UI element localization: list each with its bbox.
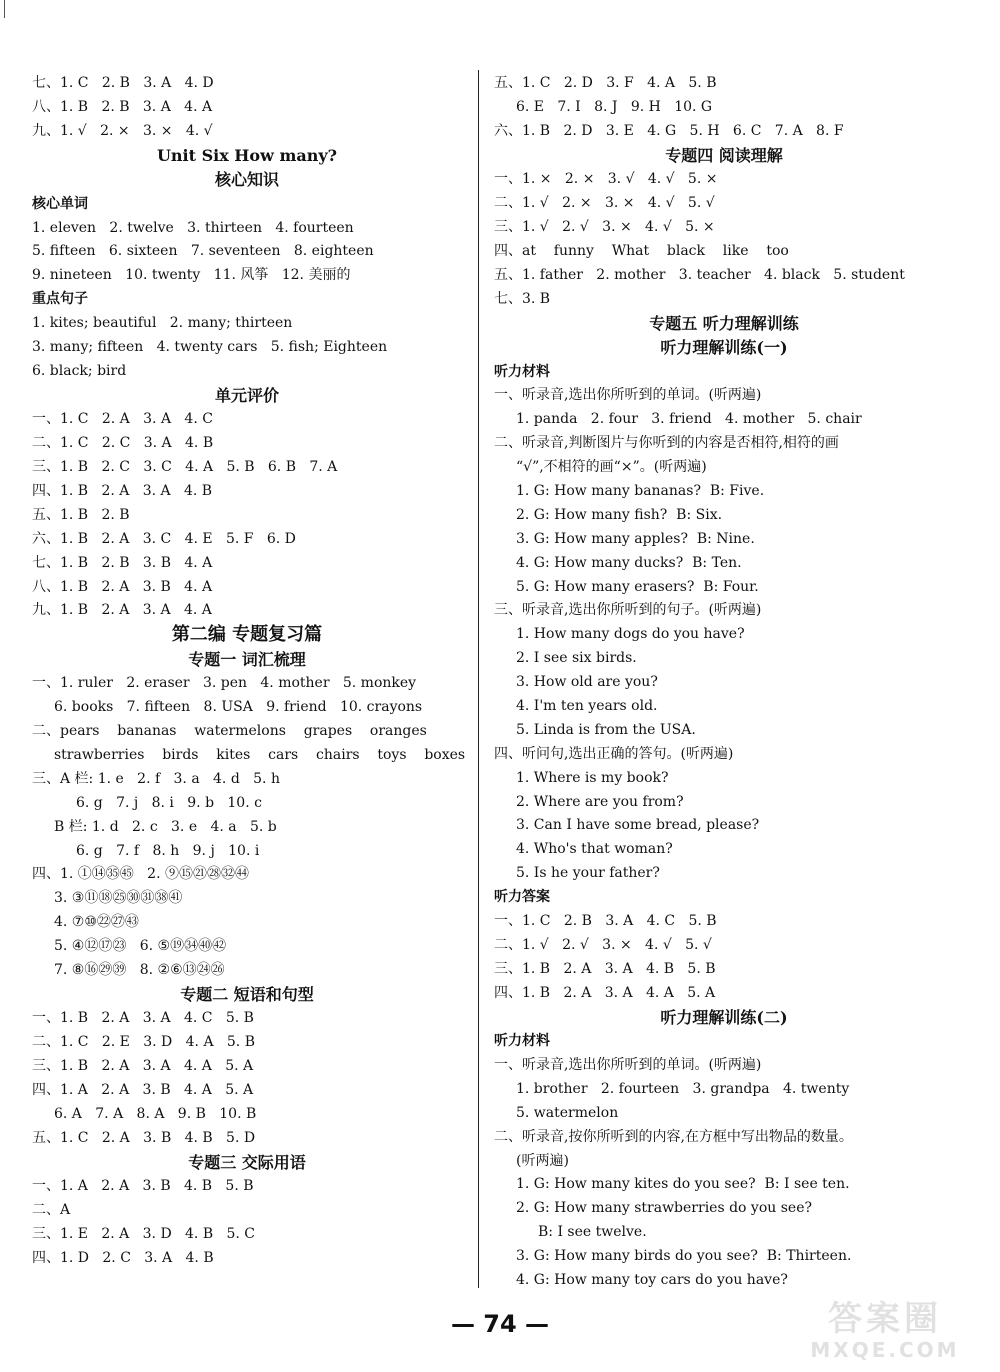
section-heading: 听力理解训练(一)	[660, 338, 788, 358]
answer-line: 一、1. C 2. A 3. A 4. C	[32, 411, 213, 428]
answer-line: 7. ⑧⑯㉙㊴ 8. ②⑥⑬㉔㉖	[54, 962, 225, 978]
answer-line: 6. A 7. A 8. A 9. B 10. B	[54, 1105, 257, 1122]
answer-line: 一、听录音,选出你所听到的单词。(听两遍)	[494, 1056, 762, 1073]
answer-line: 五、1. C 2. A 3. B 4. B 5. D	[32, 1129, 256, 1146]
answer-line: 二、听录音,判断图片与你听到的内容是否相符,相符的画	[494, 435, 839, 452]
answer-line: 5. fifteen 6. sixteen 7. seventeen 8. eighteen	[32, 243, 374, 260]
subsection-label: 重点句子	[32, 291, 88, 308]
answer-line: 2. I see six birds.	[516, 650, 637, 667]
answer-line: 二、1. √ 2. √ 3. × 4. √ 5. √	[494, 936, 712, 953]
answer-line: 一、听录音,选出你所听到的单词。(听两遍)	[494, 387, 762, 404]
answer-line: 4. Who's that woman?	[516, 841, 673, 858]
answer-line: 1. Where is my book?	[516, 769, 669, 786]
answer-line: 七、1. C 2. B 3. A 4. D	[32, 75, 214, 91]
section-heading: Unit Six How many?	[156, 145, 338, 165]
answer-line: 6. books 7. fifteen 8. USA 9. friend 10. crayons	[54, 699, 423, 716]
page-number: — 74 —	[450, 1310, 550, 1338]
answer-line: 二、听录音,按你所听到的内容,在方框中写出物品的数量。	[494, 1128, 853, 1145]
answer-line: 4. I'm ten years old.	[516, 697, 658, 714]
answer-line: 1. G: How many kites do you see? B: I see ten.	[516, 1176, 850, 1193]
answer-line: B: I see twelve.	[538, 1224, 647, 1241]
answer-line: 五、1. B 2. B	[32, 506, 130, 523]
column-divider	[478, 70, 479, 1288]
answer-line: 3. ③⑪⑱㉕㉚㉛㊳㊶	[54, 890, 183, 907]
answer-line: 九、1. √ 2. × 3. × 4. √	[32, 122, 213, 139]
section-heading: 单元评价	[214, 385, 279, 405]
subsection-label: 听力答案	[494, 889, 550, 906]
answer-line: B 栏: 1. d 2. c 3. e 4. a 5. b	[54, 818, 277, 835]
answer-line: 4. G: How many toy cars do you have?	[516, 1271, 788, 1288]
answer-line: 六、1. B 2. D 3. E 4. G 5. H 6. C 7. A 8. F	[494, 122, 844, 139]
answer-line: 1. brother 2. fourteen 3. grandpa 4. twenty	[516, 1080, 850, 1097]
answer-line: 八、1. B 2. A 3. B 4. A	[32, 578, 213, 595]
answer-line: 三、1. √ 2. √ 3. × 4. √ 5. ×	[494, 218, 715, 235]
answer-line: 四、at funny What black like too	[494, 242, 789, 259]
answer-line: 6. black; bird	[32, 362, 127, 379]
answer-line: 5. Linda is from the USA.	[516, 721, 696, 738]
section-heading: 专题四 阅读理解	[665, 145, 783, 165]
answer-line: 四、1. B 2. A 3. A 4. A 5. A	[494, 984, 716, 1001]
answer-line: 二、A	[32, 1202, 71, 1219]
answer-line: 3. Can I have some bread, please?	[516, 817, 760, 834]
right-column	[494, 72, 954, 1293]
answer-line: (听两遍)	[516, 1152, 569, 1169]
answer-line: “√”,不相符的画“×”。(听两遍)	[516, 459, 707, 476]
answer-line: 5. Is he your father?	[516, 865, 660, 882]
answer-line: 二、1. C 2. C 3. A 4. B	[32, 435, 214, 452]
subsection-label: 核心单词	[32, 195, 88, 212]
answer-line: 五、1. father 2. mother 3. teacher 4. black 5. student	[494, 266, 905, 283]
answer-line: 七、1. B 2. B 3. B 4. A	[32, 554, 213, 571]
answer-line: 三、1. B 2. A 3. A 4. B 5. B	[494, 960, 716, 977]
watermark-top-text: 答案圈	[828, 1299, 942, 1339]
answer-line: 1. kites; beautiful 2. many; thirteen	[32, 315, 293, 332]
answer-line: 九、1. B 2. A 3. A 4. A	[32, 602, 212, 619]
answer-line: strawberries birds kites cars chairs toys boxes	[54, 746, 466, 763]
answer-line: 6. g 7. f 8. h 9. j 10. i	[76, 842, 260, 859]
watermark-logo	[780, 1300, 990, 1368]
answer-line: 3. How old are you?	[516, 674, 658, 691]
section-heading: 专题二 短语和句型	[180, 984, 314, 1004]
subsection-label: 听力材料	[494, 363, 550, 380]
section-heading: 核心知识	[214, 170, 279, 190]
answer-line: 5. G: How many erasers? B: Four.	[516, 578, 759, 595]
answer-line: 一、1. C 2. B 3. A 4. C 5. B	[494, 913, 717, 929]
answer-line: 四、听问句,选出正确的答句。(听两遍)	[494, 745, 734, 762]
answer-line: 5. watermelon	[516, 1104, 619, 1121]
answer-line: 六、1. B 2. A 3. C 4. E 5. F 6. D	[32, 530, 296, 547]
answer-line: 1. How many dogs do you have?	[516, 626, 745, 643]
answer-line: 5. ④⑫⑰㉓ 6. ⑤⑲㉞㊵㊷	[54, 938, 227, 955]
answer-line: 9. nineteen 10. twenty 11. 风筝 12. 美丽的	[32, 267, 351, 284]
answer-line: 4. G: How many ducks? B: Ten.	[516, 554, 742, 571]
answer-line: 1. panda 2. four 3. friend 4. mother 5. chair	[516, 411, 862, 428]
left-column	[32, 72, 466, 1271]
answer-line: 一、1. × 2. × 3. √ 4. √ 5. ×	[494, 171, 718, 188]
answer-line: 三、听录音,选出你所听到的句子。(听两遍)	[494, 602, 762, 619]
answer-line: 三、1. E 2. A 3. D 4. B 5. C	[32, 1226, 255, 1243]
answer-line: 1. G: How many bananas? B: Five.	[516, 482, 765, 499]
subsection-label: 听力材料	[494, 1033, 550, 1050]
answer-line: 3. G: How many apples? B: Nine.	[516, 530, 755, 547]
answer-line: 七、3. B	[494, 290, 551, 307]
answer-line: 一、1. A 2. A 3. B 4. B 5. B	[32, 1178, 254, 1195]
answer-line: 三、A 栏: 1. e 2. f 3. a 4. d 5. h	[32, 770, 280, 787]
answer-line: 二、pears bananas watermelons grapes oranges	[32, 723, 427, 740]
answer-line: 二、1. C 2. E 3. D 4. A 5. B	[32, 1034, 255, 1051]
answer-line: 三、1. B 2. A 3. A 4. A 5. A	[32, 1058, 254, 1075]
answer-line: 3. G: How many birds do you see? B: Thirteen.	[516, 1248, 852, 1265]
section-heading: 专题三 交际用语	[188, 1152, 306, 1172]
answer-line: 2. G: How many strawberries do you see?	[516, 1200, 812, 1217]
answer-line: 五、1. C 2. D 3. F 4. A 5. B	[494, 75, 717, 91]
answer-line: 2. Where are you from?	[516, 793, 684, 810]
answer-line: 四、1. D 2. C 3. A 4. B	[32, 1249, 214, 1266]
answer-line: 四、1. A 2. A 3. B 4. A 5. A	[32, 1082, 254, 1099]
answer-line: 一、1. B 2. A 3. A 4. C 5. B	[32, 1010, 254, 1027]
scan-corner-mark	[4, 0, 5, 18]
section-heading: 第二编 专题复习篇	[171, 624, 323, 646]
section-heading: 专题一 词汇梳理	[188, 649, 306, 669]
answer-line: 4. ⑦⑩㉒㉗㊸	[54, 914, 139, 931]
answer-line: 3. many; fifteen 4. twenty cars 5. fish; Eighteen	[32, 339, 388, 356]
section-heading: 专题五 听力理解训练	[649, 313, 799, 333]
answer-line: 二、1. √ 2. × 3. × 4. √ 5. √	[494, 195, 715, 212]
section-heading: 听力理解训练(二)	[660, 1007, 788, 1027]
answer-line: 八、1. B 2. B 3. A 4. A	[32, 98, 213, 115]
answer-line: 6. g 7. j 8. i 9. b 10. c	[76, 794, 262, 811]
answer-line: 1. eleven 2. twelve 3. thirteen 4. fourteen	[32, 219, 354, 236]
answer-line: 6. E 7. I 8. J 9. H 10. G	[516, 98, 713, 115]
answer-line: 2. G: How many fish? B: Six.	[516, 506, 723, 523]
answer-line: 一、1. ruler 2. eraser 3. pen 4. mother 5. monkey	[32, 675, 417, 692]
watermark-bottom-text: MXQE.COM	[810, 1338, 960, 1362]
answer-line: 三、1. B 2. C 3. C 4. A 5. B 6. B 7. A	[32, 459, 338, 476]
answer-line: 四、1. B 2. A 3. A 4. B	[32, 482, 213, 499]
answer-line: 四、1. ①⑭㉟㊺ 2. ⑨⑮㉑㉘㉜㊹	[32, 866, 249, 883]
